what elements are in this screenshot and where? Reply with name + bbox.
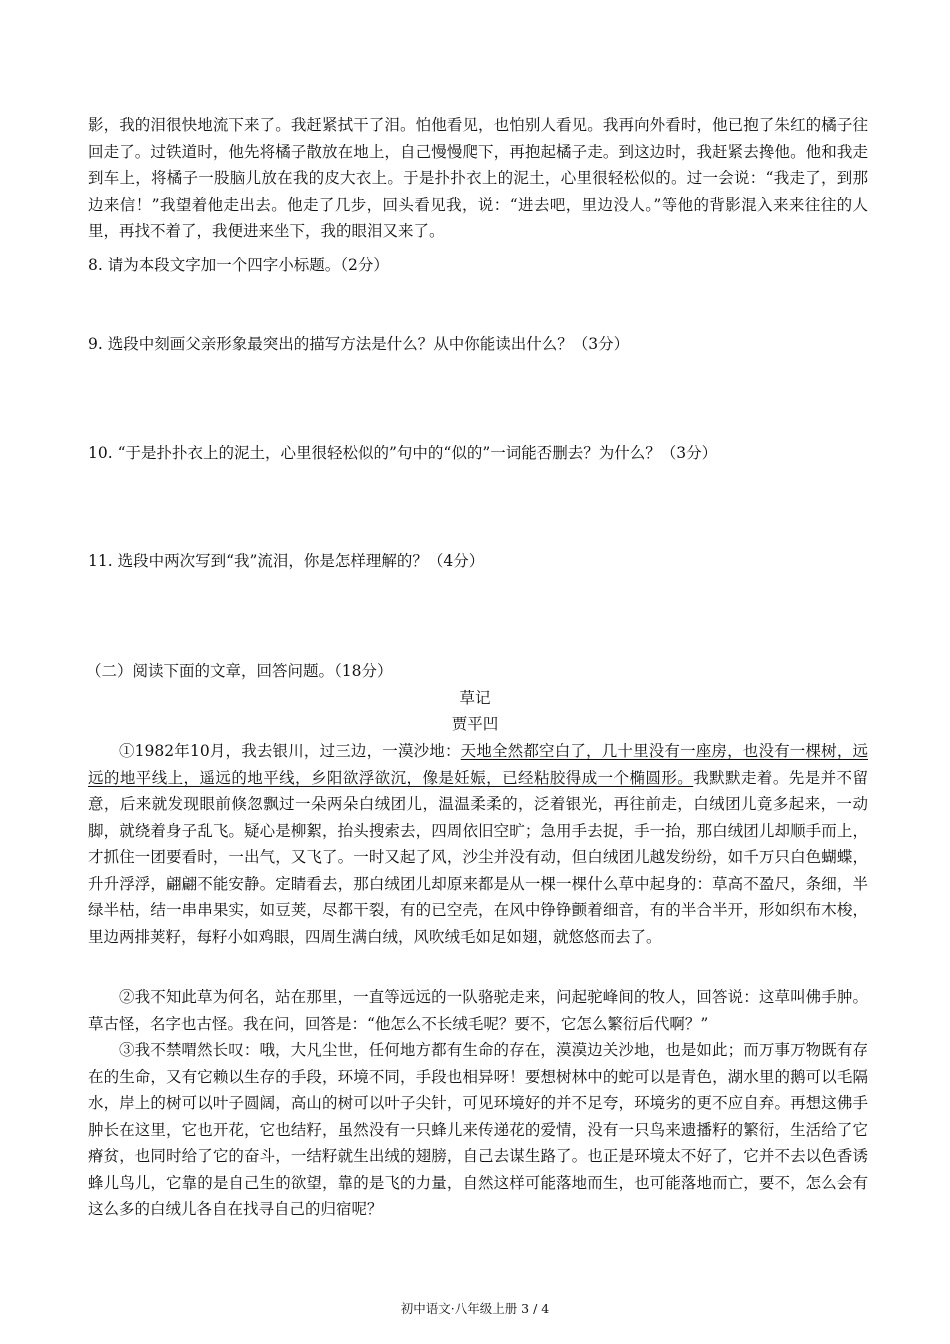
article-author: 贾平凹 xyxy=(451,715,499,733)
section-heading: （二）阅读下面的文章，回答问题。（18分） xyxy=(86,662,393,680)
question-10: 10. “于是扑扑衣上的泥土，心里很轻松似的”句中的“似的”一词能否删去？为什么？（3分） xyxy=(88,444,718,462)
page-footer: 初中语文·八年级上册 3 / 4 xyxy=(400,1301,550,1316)
paragraph-1-body: 我默默走着。先是并不留意，后来就发现眼前倏忽飘过一朵两朵白绒团儿，温温柔柔的，泛着银光，再往前走，白绒团儿竟多起来，一动脚，就绕着身子乱飞。疑心是柳絮，抬头搜索去，四周依旧空旷；急用手去捉，手一抬，那白绒团儿却顺手而上，才抓住一团要看时，一出气，又飞了。一时又起了风，沙尘并没有动，但白绒团儿越发纷纷，如千万只白色蝴蝶，升升浮浮，翩翩不能安静。定睛看去，那白绒团儿却原来都是从一棵一棵什么草中起身的：草高不盈尺，条细，半绿半枯，结一串串果实，如豆荚，尽都干裂，有的已空壳，在风中铮铮颤着细音，有的半合半开，形如织布木梭，里边两排荚籽，每籽小如鸡眼，四周生满白绒，风吹绒毛如足如翅，就悠悠而去了。 xyxy=(88,768,868,946)
article-paragraph-3: ③我不禁喟然长叹：哦，大凡尘世，任何地方都有生命的存在，漠漠边关沙地，也是如此；而万事万物既有存在的生命，又有它赖以生存的手段，环境不同，手段也相异呀！要想树林中的蛇可以是青色，湖水里的鹅可以毛隔水，岸上的树可以叶子圆阔，高山的树可以叶子尖针，可见环境好的并不足夸，环境劣的更不应自弃。再想这佛手肿长在这里，它也开花，它也结籽，虽然没有一只蜂儿来传递花的爱情，没有一只鸟来遗播籽的繁衍，生活给了它瘠贫，也同时给了它的奋斗，一结籽就生出绒的翅膀，自己去谋生路了。也正是环境太不好了，它并不去以色香诱蜂儿鸟儿，它靠的是自己生的欲望，靠的是飞的力量，自然这样可能落地而生，也可能落地而亡，要不，怎么会有这么多的白绒儿各自在找寻自己的归宿呢？ xyxy=(88,1041,868,1218)
question-9: 9. 选段中刻画父亲形象最突出的描写方法是什么？从中你能读出什么？（3分） xyxy=(88,335,630,353)
article-paragraph-2: ②我不知此草为何名，站在那里，一直等远远的一队骆驼走来，问起驼峰间的牧人，回答说：这草叫佛手肿。草古怪，名字也古怪。我在问，回答是：“他怎么不长绒毛呢？要不，它怎么繁衍后代啊？” xyxy=(88,988,868,1033)
underlined-sentence: 天地全然都空白了，几十里没有一座房，也没有一棵树，远远的地平线上，遥远的地平线，乡阳欲浮欲沉，像是妊娠，已经粘胶得成一个椭圆形。 xyxy=(88,742,868,787)
article-paragraph-1 xyxy=(88,738,868,950)
paragraph-1-intro: ①1982年10月，我去银川，过三边，一漠沙地： xyxy=(119,742,461,760)
article-title: 草记 xyxy=(459,689,491,707)
question-8: 8. 请为本段文字加一个四字小标题。（2分） xyxy=(88,256,389,274)
question-11: 11. 选段中两次写到“我”流泪，你是怎样理解的？（4分） xyxy=(88,552,485,570)
excerpt-paragraph: 影，我的泪很快地流下来了。我赶紧拭干了泪。怕他看见，也怕别人看见。我再向外看时，他已抱了朱红的橘子往回走了。过铁道时，他先将橘子散放在地上，自己慢慢爬下，再抱起橘子走。到这边时，我赶紧去搀他。他和我走到车上，将橘子一股脑儿放在我的皮大衣上。于是扑扑衣上的泥土，心里很轻松似的。过一会说：“我走了，到那边来信！”我望着他走出去。他走了几步，回头看见我，说：“进去吧，里边没人。”等他的背影混入来来往往的人里，再找不着了，我便进来坐下，我的眼泪又来了。 xyxy=(88,116,868,240)
